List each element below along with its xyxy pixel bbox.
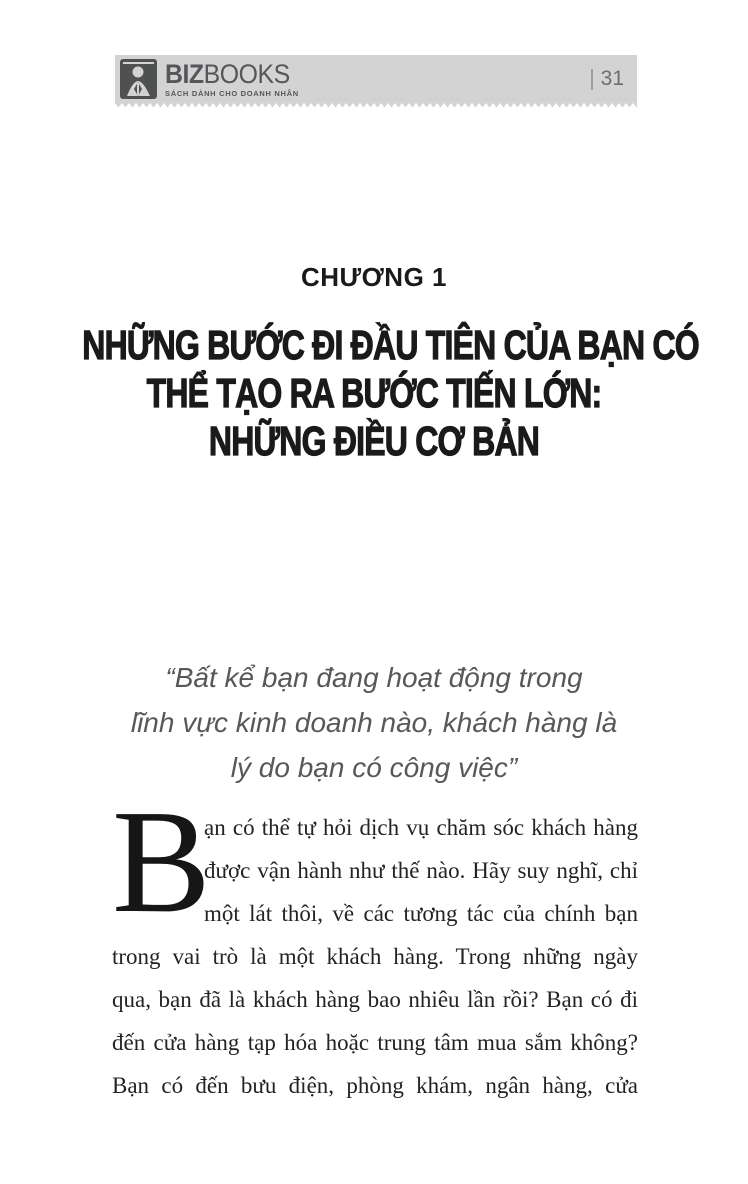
brand-text [165,58,301,98]
body-line: một lát thôi, về các tương tác của chính bạn [204,901,638,926]
brand-name [165,58,290,89]
body-line: trong vai trò là một khách hàng. Trong những ngày [112,944,638,969]
quote-line: lý do bạn có công việc” [230,752,518,783]
body-line: được vận hành như thế nào. Hãy suy nghĩ, chỉ [204,858,638,883]
page-number [591,67,624,91]
perforation-edge [115,103,637,108]
drop-cap: B [112,780,211,944]
body-line: ạn có thể tự hỏi dịch vụ chăm sóc khách hàng [204,815,638,840]
title-line: NHỮNG ĐIỀU CƠ BẢN [208,418,540,464]
title-line: NHỮNG BƯỚC ĐI ĐẦU TIÊN CỦA BẠN CÓ [82,322,699,368]
title-line: THỂ TẠO RA BƯỚC TIẾN LỚN: [146,370,602,416]
bizbooks-logo-icon [120,59,157,99]
quote-line: “Bất kể bạn đang hoạt động trong [165,662,583,693]
chapter-label: CHƯƠNG 1 [301,262,447,292]
body-paragraph [112,780,638,1107]
quote-line: lĩnh vực kinh doanh nào, khách hàng là [130,707,618,738]
chapter-title [82,321,699,465]
brand-biz-label: BIZ [165,58,204,89]
brand-tagline: SÁCH DÀNH CHO DOANH NHÂN [165,88,299,98]
page-number-divider [591,69,593,90]
body-line: qua, bạn đã là khách hàng bao nhiêu lần rồi? Bạn có đi [112,987,638,1012]
header-bar [115,55,637,103]
page-number-value: 31 [600,67,624,90]
body-line: Bạn có đến bưu điện, phòng khám, ngân hàng, cửa [112,1073,638,1098]
brand-books-label: BOOKS [203,58,290,89]
epigraph-quote [0,655,748,790]
body-line: đến cửa hàng tạp hóa hoặc trung tâm mua sắm không? [112,1030,638,1055]
